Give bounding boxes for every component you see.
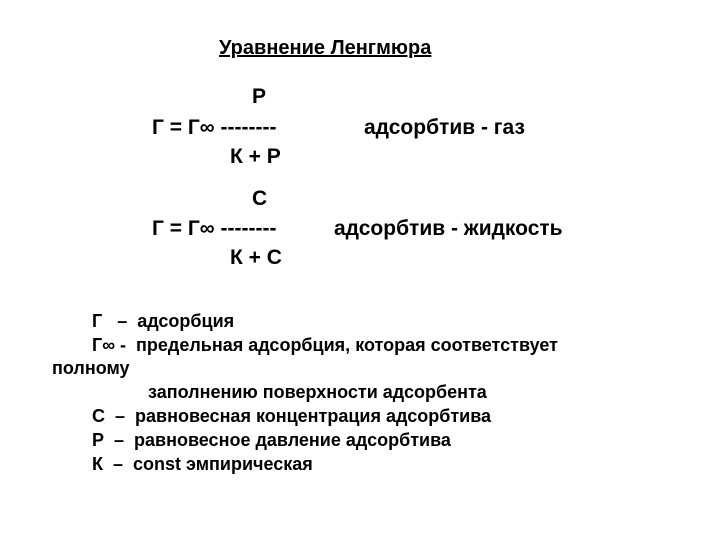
equation-denominator: К + Р bbox=[230, 145, 281, 168]
definition-line: Р – равновесное давление адсорбтива bbox=[92, 430, 451, 450]
definition-line: Г∞ - предельная адсорбция, которая соответствует bbox=[92, 335, 558, 355]
definition-line: С – равновесная концентрация адсорбтива bbox=[92, 406, 492, 426]
definition-line: Г – адсорбция bbox=[92, 311, 235, 331]
definition-line: полному bbox=[52, 358, 130, 378]
equation-main-line: Г = Г∞ -------- bbox=[152, 116, 277, 139]
equation-main-line: Г = Г∞ -------- bbox=[152, 217, 277, 240]
definition-line: заполнению поверхности адсорбента bbox=[148, 382, 487, 402]
equation-label: адсорбтив - жидкость bbox=[334, 217, 563, 240]
definition-line: К – const эмпирическая bbox=[92, 454, 313, 474]
equation-denominator: К + С bbox=[230, 246, 282, 269]
equation-label: адсорбтив - газ bbox=[364, 116, 525, 139]
equation-numerator: Р bbox=[252, 85, 267, 108]
equation-numerator: С bbox=[252, 187, 268, 210]
page-title: Уравнение Ленгмюра bbox=[219, 37, 432, 59]
